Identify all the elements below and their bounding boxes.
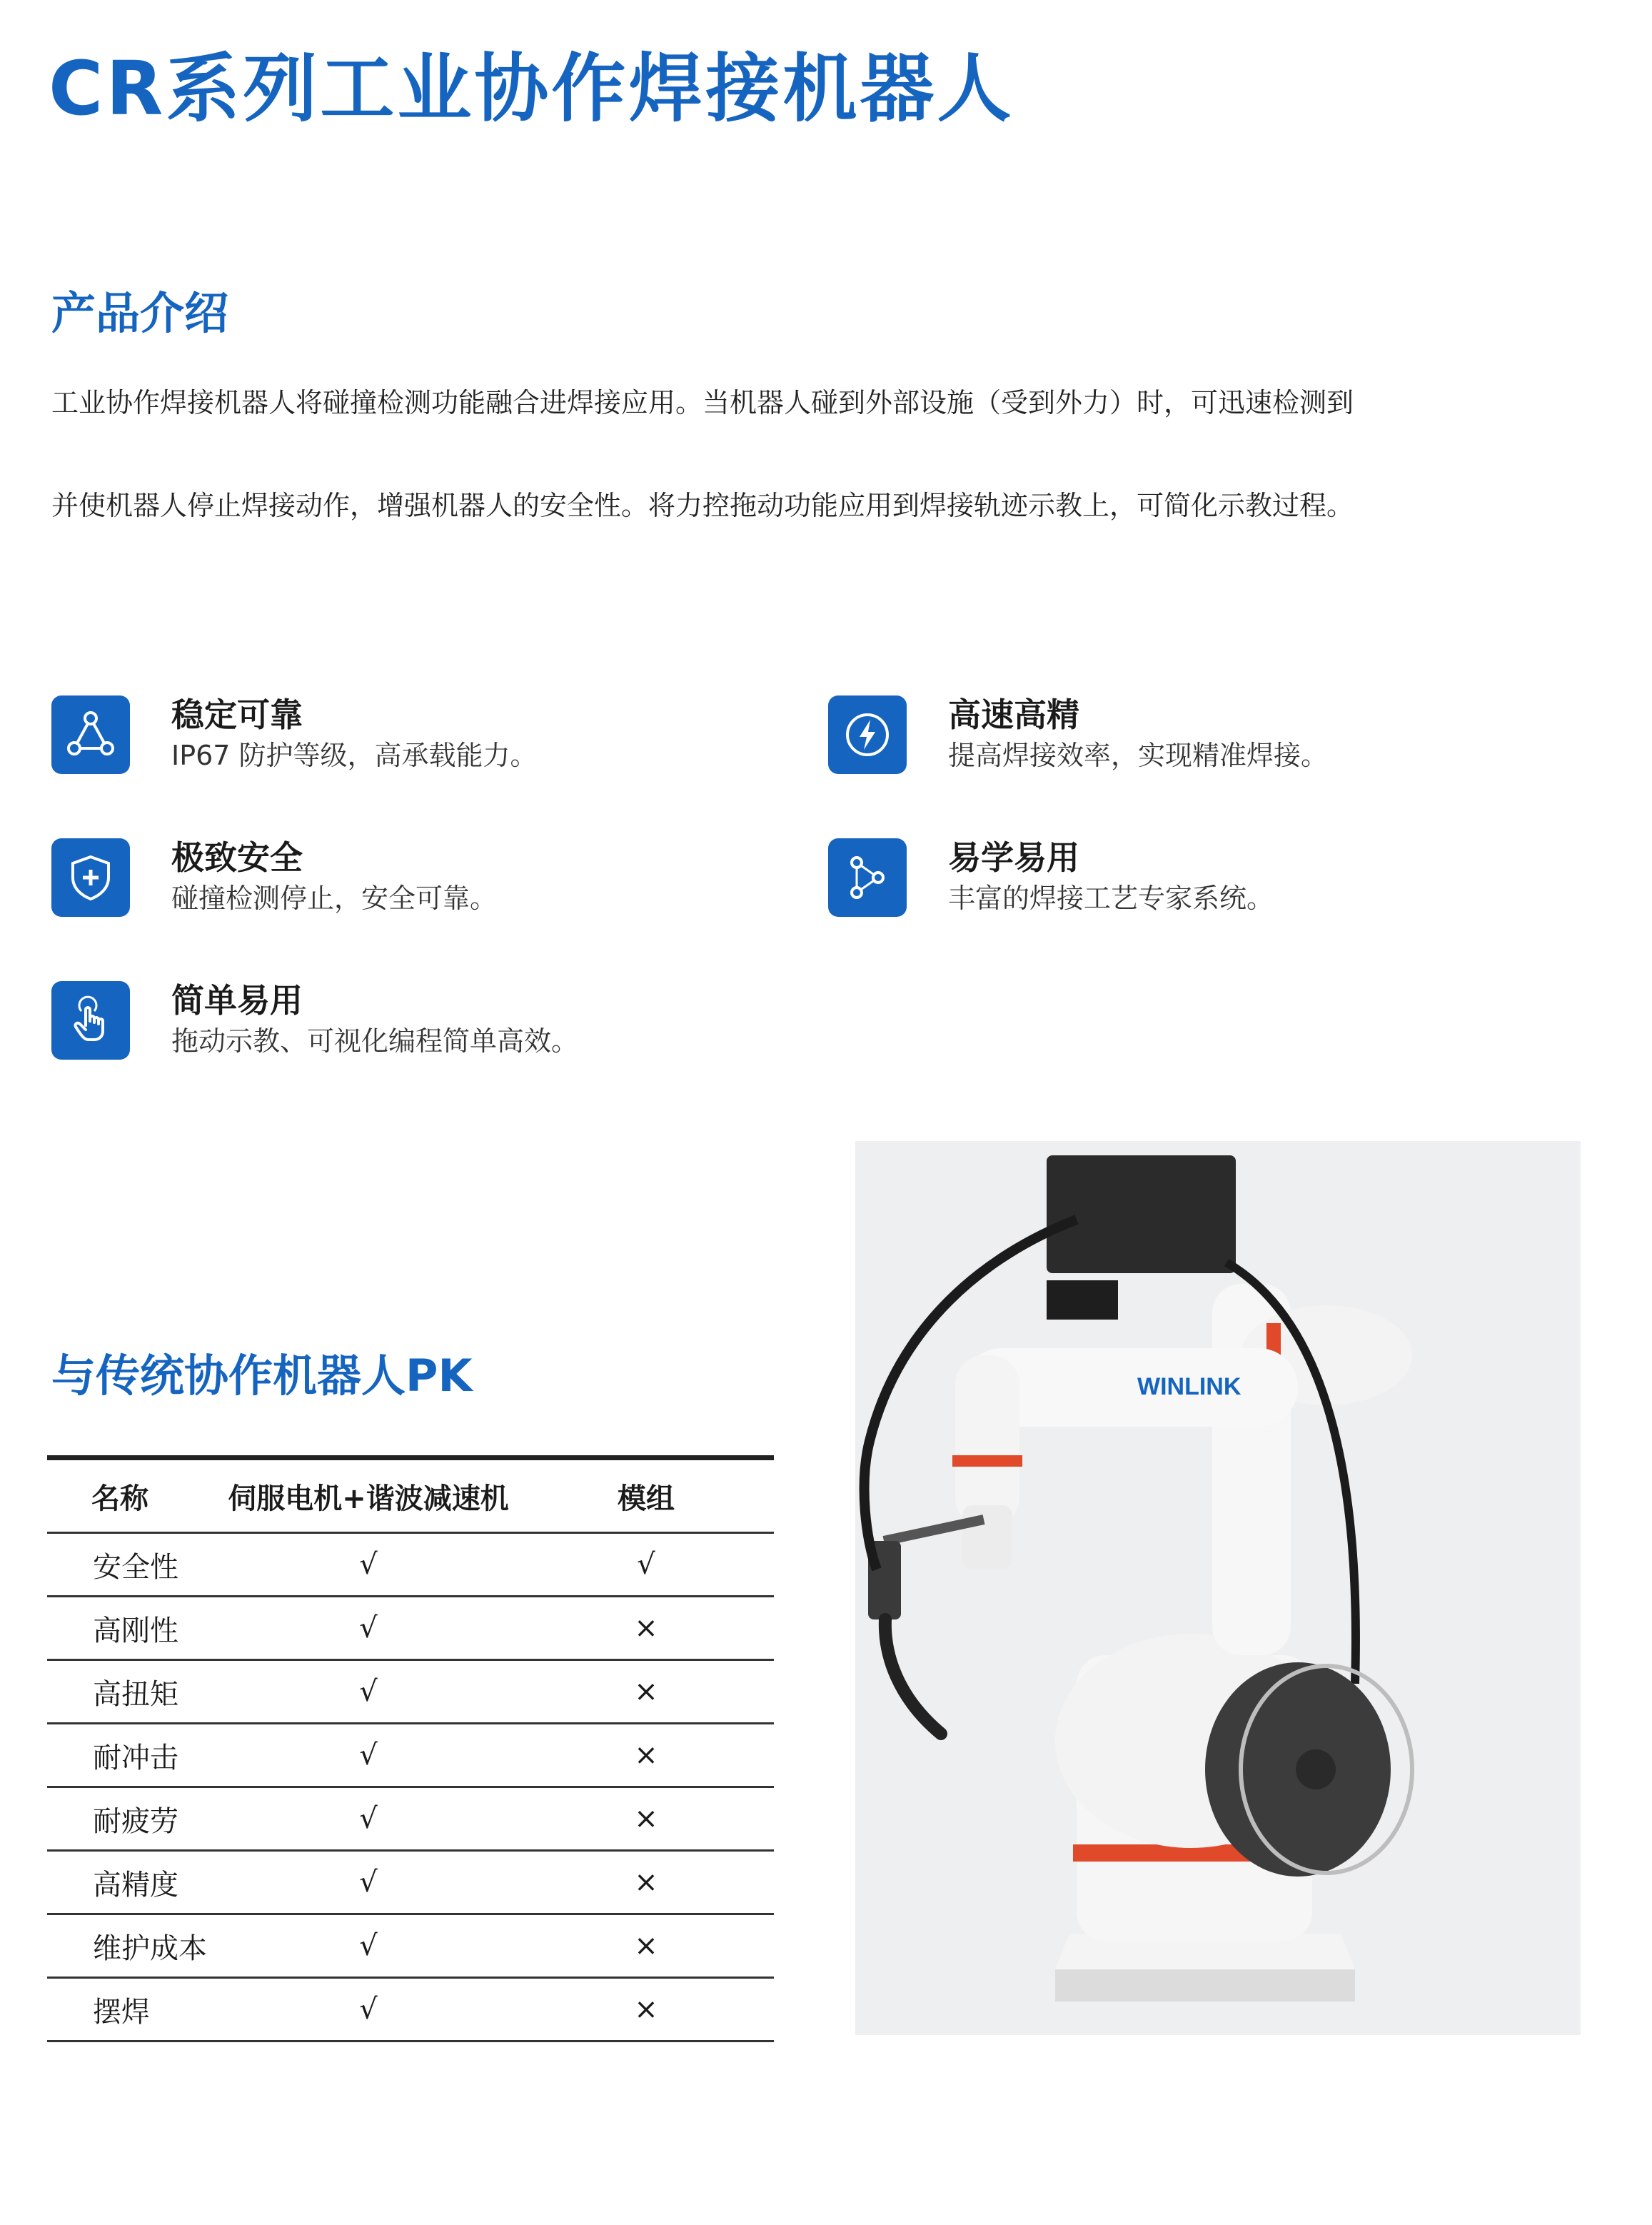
- feature-desc: 提高焊接效率，实现精准焊接。: [948, 740, 1329, 771]
- servo-mark: √: [218, 1978, 518, 2041]
- table-header-row: [47, 1458, 774, 1533]
- column-header: 模组: [518, 1458, 774, 1533]
- feature-desc: 拖动示教、可视化编程简单高效。: [171, 1025, 579, 1057]
- table-row: [47, 1533, 774, 1597]
- intro-heading: 产品介绍: [51, 287, 229, 339]
- node-graph-icon: [828, 838, 907, 917]
- module-mark: ×: [518, 1914, 774, 1978]
- page-title: CR系列工业协作焊接机器人: [49, 45, 1014, 132]
- row-name: 耐冲击: [47, 1724, 218, 1787]
- row-name: 维护成本: [47, 1914, 218, 1978]
- column-header: 伺服电机+谐波减速机: [218, 1458, 518, 1533]
- feature-title: 易学易用: [948, 838, 1079, 877]
- row-name: 高扭矩: [47, 1660, 218, 1724]
- table-row: [47, 1660, 774, 1724]
- feature-title: 极致安全: [171, 838, 303, 877]
- table-row: [47, 1978, 774, 2041]
- intro-line-1: 工业协作焊接机器人将碰撞检测功能融合进焊接应用。当机器人碰到外部设施（受到外力）时，可迅速检测到: [51, 387, 1354, 418]
- servo-mark: √: [218, 1914, 518, 1978]
- row-name: 安全性: [47, 1533, 218, 1597]
- lightning-bolt-icon: [828, 695, 907, 774]
- table-row: [47, 1914, 774, 1978]
- touch-hand-icon: [51, 981, 130, 1060]
- row-name: 高精度: [47, 1851, 218, 1914]
- feature-desc: 丰富的焊接工艺专家系统。: [948, 883, 1274, 914]
- feature-title: 稳定可靠: [171, 695, 303, 734]
- module-mark: ×: [518, 1787, 774, 1851]
- welding-robot-image: [855, 1141, 1581, 2035]
- module-mark: √: [518, 1533, 774, 1597]
- column-header: 名称: [47, 1458, 218, 1533]
- module-mark: ×: [518, 1851, 774, 1914]
- table-row: [47, 1851, 774, 1914]
- servo-mark: √: [218, 1533, 518, 1597]
- module-mark: ×: [518, 1724, 774, 1787]
- brand-logo-text: WINLINK: [1137, 1373, 1241, 1400]
- comparison-heading: 与传统协作机器人PK: [51, 1350, 473, 1402]
- row-name: 摆焊: [47, 1978, 218, 2041]
- row-name: 耐疲劳: [47, 1787, 218, 1851]
- comparison-table: [47, 1455, 774, 2042]
- feature-desc: 碰撞检测停止，安全可靠。: [171, 883, 498, 914]
- shield-plus-icon: [51, 838, 130, 917]
- servo-mark: √: [218, 1724, 518, 1787]
- servo-mark: √: [218, 1787, 518, 1851]
- table-row: [47, 1787, 774, 1851]
- row-name: 高刚性: [47, 1597, 218, 1660]
- servo-mark: √: [218, 1597, 518, 1660]
- triangle-network-icon: [51, 695, 130, 774]
- module-mark: ×: [518, 1660, 774, 1724]
- module-mark: ×: [518, 1597, 774, 1660]
- servo-mark: √: [218, 1851, 518, 1914]
- intro-line-2: 并使机器人停止焊接动作，增强机器人的安全性。将力控拖动功能应用到焊接轨迹示教上，可简化示教过程。: [51, 490, 1354, 521]
- servo-mark: √: [218, 1660, 518, 1724]
- feature-title: 高速高精: [948, 695, 1079, 734]
- feature-desc: IP67 防护等级，高承载能力。: [171, 740, 538, 771]
- table-row: [47, 1597, 774, 1660]
- feature-title: 简单易用: [171, 981, 303, 1020]
- table-row: [47, 1724, 774, 1787]
- module-mark: ×: [518, 1978, 774, 2041]
